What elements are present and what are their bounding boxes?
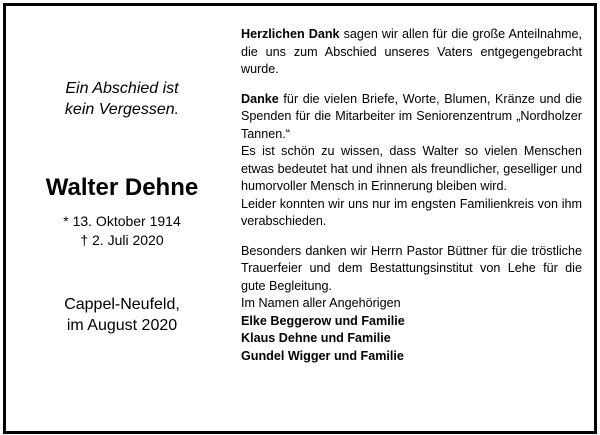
pastor-paragraph: Besonders danken wir Herrn Pastor Büttner für die tröstliche Trauerfeier und dem Bestattungsinstitut von Lehe für die gute Begleitung. [241, 243, 582, 293]
place-line-1: Cappel-Neufeld, [64, 296, 180, 313]
motto [6, 78, 238, 120]
thanks-heading: Herzlichen Dank [241, 27, 340, 41]
danke-text: für die vielen Briefe, Worte, Blumen, Kränze und die Spenden für die Mitarbeiter im Seniorenzentrum „Nordholzer Tannen.“ [241, 91, 582, 141]
motto-line-2: kein Vergessen. [64, 101, 180, 118]
birth-date: * 13. Oktober 1914 [63, 213, 181, 229]
farewell-paragraph: Leider konnten wir uns nur im engsten Familienkreis von ihm verabschieden. [241, 196, 582, 228]
danke-heading: Danke [241, 91, 279, 106]
motto-line-1: Ein Abschied ist [65, 80, 179, 97]
memory-paragraph: Es ist schön zu wissen, dass Walter so vielen Menschen etwas bedeutet hat und ihnen als freundlicher, geselliger und humorvoller Mensch in Erinnerung bleiben wird. [241, 144, 582, 193]
notice-frame [3, 3, 597, 434]
death-date: † 2. Juli 2020 [80, 232, 164, 248]
life-dates [6, 212, 238, 250]
right-column [241, 26, 582, 365]
danke-paragraph [241, 91, 582, 144]
signature-name: Klaus Dehne und Familie [241, 331, 391, 345]
place-line-2: im August 2020 [66, 317, 178, 334]
signature-name: Gundel Wigger und Familie [241, 348, 404, 363]
deceased-name: Walter Dehne [45, 174, 199, 201]
signature-name: Elke Beggerow und Familie [241, 313, 405, 328]
thanks-text: sagen wir allen für die große Anteilnahme, die uns zum Abschied unseres Vaters entgegengebracht wurde. [241, 27, 583, 76]
place-and-date [6, 294, 238, 336]
thanks-paragraph [241, 26, 582, 79]
signature-intro: Im Namen aller Angehörigen [241, 296, 401, 310]
